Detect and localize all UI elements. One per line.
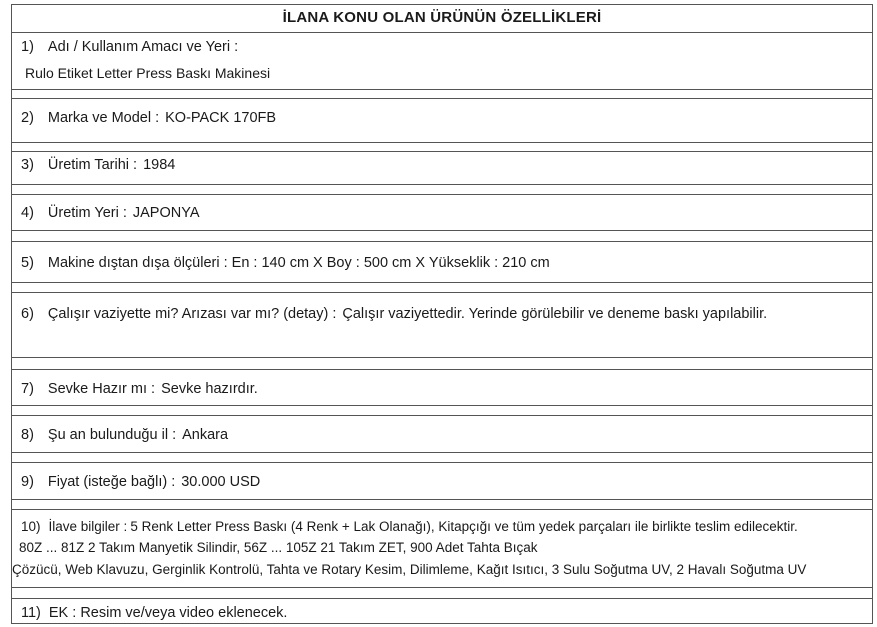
divider [12,415,872,416]
row-value: KO-PACK 170FB [165,110,277,126]
row-value: 1984 [143,157,176,173]
row-label: Üretim Yeri : [47,205,127,221]
row-label: Üretim Tarihi : [47,157,138,173]
row-value: Sevke hazırdır. [161,381,258,397]
row-value: 30.000 USD [181,474,261,490]
divider [12,462,872,463]
divider [12,509,872,510]
row-10-extra-line-1: 80Z ... 81Z 2 Takım Manyetik Silindir, 56Z ... 105Z 21 Takım ZET, 900 Adet Tahta Bıçak [19,540,538,555]
row-label: Şu an bulunduğu il : [47,427,177,443]
divider [12,230,872,231]
row-label: Fiyat (isteğe bağlı) : [47,474,176,490]
divider [12,598,872,599]
row-number: 9) [21,474,34,490]
row-value: 5 Renk Letter Press Baskı (4 Renk + Lak Olanağı), Kitapçığı ve tüm yedek parçaları ile birlikte teslim edilecektir. [130,519,798,534]
row-8 [21,427,228,443]
row-11 [21,605,287,621]
row-value: Çalışır vaziyettedir. Yerinde görülebilir ve deneme baskı yapılabilir. [342,306,768,322]
row-label: Adı / Kullanım Amacı ve Yeri : [47,39,239,55]
row-number: 10) [21,519,41,534]
divider [12,282,872,283]
row-number: 1) [21,39,34,55]
row-1 [21,39,238,55]
divider [12,184,872,185]
row-label: Sevke Hazır mı : [47,381,156,397]
divider [12,292,872,293]
divider [12,499,872,500]
row-5 [21,255,550,271]
divider [12,32,872,33]
row-10-extra-line-2: Çözücü, Web Klavuzu, Gerginlik Kontrolü, Tahta ve Rotary Kesim, Dilimleme, Kağıt Isıtıcı, 3 Sulu Soğutma UV, 2 Havalı Soğutma UV [12,562,807,577]
row-label: Çalışır vaziyette mi? Arızası var mı? (detay) : [47,306,337,322]
divider [12,452,872,453]
row-number: 3) [21,157,34,173]
divider [12,405,872,406]
divider [12,241,872,242]
row-number: 5) [21,255,34,271]
row-1-value: Rulo Etiket Letter Press Baskı Makinesi [25,65,271,81]
divider [12,369,872,370]
row-value: Ankara [182,427,229,443]
row-label: Makine dıştan dışa ölçüleri : En : 140 cm X Boy : 500 cm X Yükseklik : 210 cm [47,255,550,271]
row-number: 6) [21,306,34,322]
divider [12,194,872,195]
row-4 [21,205,200,221]
divider [12,142,872,143]
row-number: 2) [21,110,34,126]
divider [12,98,872,99]
row-label: Marka ve Model : [47,110,160,126]
divider [12,151,872,152]
row-10 [21,519,798,534]
divider [12,89,872,90]
row-9 [21,474,260,490]
divider [12,587,872,588]
row-3 [21,157,175,173]
row-label: İlave bilgiler : [48,519,128,534]
form-title: İLANA KONU OLAN ÜRÜNÜN ÖZELLİKLERİ [282,9,602,26]
row-value: JAPONYA [132,205,200,221]
row-number: 7) [21,381,34,397]
row-number: 11) [21,605,41,621]
row-7 [21,381,258,397]
row-label: EK : Resim ve/veya video eklenecek. [48,605,288,621]
product-spec-form [11,4,873,624]
divider [12,357,872,358]
row-6 [21,306,767,322]
row-2 [21,110,276,126]
row-number: 8) [21,427,34,443]
row-number: 4) [21,205,34,221]
